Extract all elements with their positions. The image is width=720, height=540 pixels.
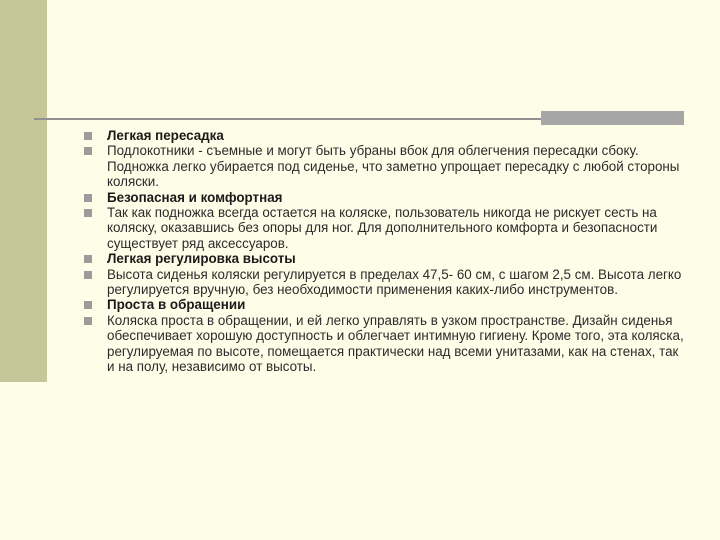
bullet-list [84, 128, 684, 375]
bullet-text: Легкая пересадка [107, 128, 224, 143]
bullet-text: Высота сиденья коляски регулируется в пределах 47,5- 60 см, с шагом 2,5 см. Высота легко регулируется вручную, без необходимости применения каких-либо инструментов. [107, 266, 682, 298]
bullet-item-heading [84, 297, 684, 312]
accent-block [541, 111, 684, 125]
bullet-item [84, 313, 684, 375]
left-decorative-bar [0, 0, 47, 382]
bullet-square-icon [84, 301, 92, 309]
bullet-item-heading [84, 190, 684, 205]
bullet-square-icon [84, 255, 92, 263]
bullet-square-icon [84, 132, 92, 140]
bullet-square-icon [84, 194, 92, 202]
bullet-text: Проста в обращении [107, 297, 246, 313]
bullet-text: Так как подножка всегда остается на коляске, пользователь никогда не рискует сесть на коляску, оказавшись без опоры для ног. Для дополнительного комфорта и безопасности существует ряд аксессуаров. [107, 205, 658, 251]
bullet-text: Коляска проста в обращении, и ей легко управлять в узком пространстве. Дизайн сиденья обеспечивает хорошую доступность и облегчает интимную гигиену. Кроме того, эта коляска, регулируемая по высоте, помещается практически над всеми унитазами, как на стенах, так и на полу, независимо от высоты. [107, 312, 684, 375]
bullet-text: Подлокотники - съемные и могут быть убраны вбок для облегчения пересадки сбоку. Подножка легко убирается под сиденье, что заметно упрощает пересадку с любой стороны коляски. [107, 143, 680, 190]
bullet-text: Безопасная и комфортная [107, 189, 283, 205]
bullet-item [84, 143, 684, 189]
bullet-square-icon [84, 271, 92, 279]
bullet-item [84, 267, 684, 298]
bullet-square-icon [84, 147, 92, 155]
bullet-square-icon [84, 209, 92, 217]
bullet-item-heading [84, 128, 684, 143]
bullet-text: Легкая регулировка высоты [107, 251, 296, 267]
bullet-item-heading [84, 251, 684, 266]
bullet-item [84, 205, 684, 251]
bullet-square-icon [84, 317, 92, 325]
